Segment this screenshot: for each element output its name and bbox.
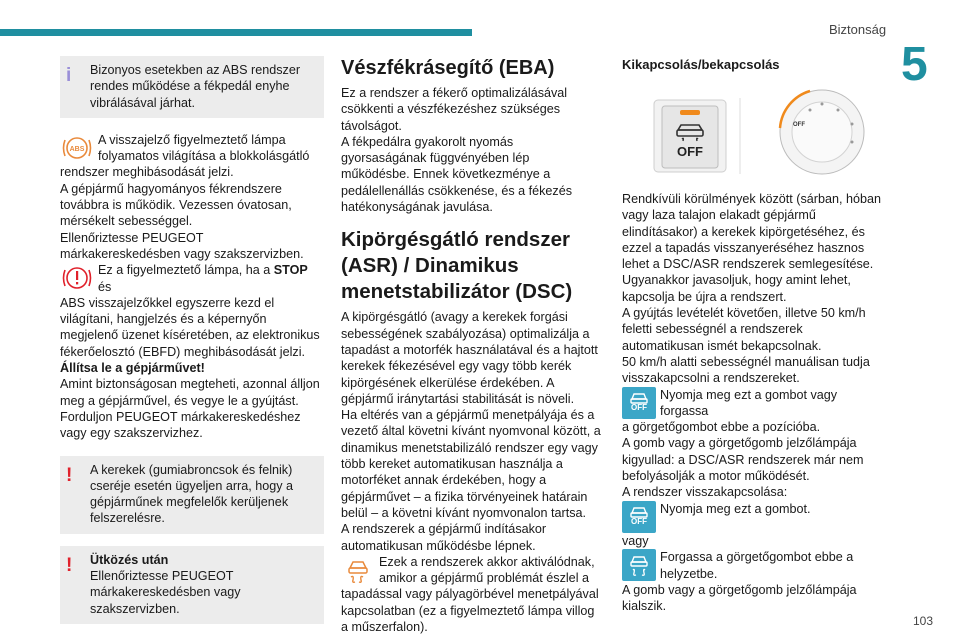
stop-bold: Állítsa le a gépjárművet! [60, 361, 205, 376]
press1-body: A gomb vagy a görgetőgomb jelzőlámpája kigyullad: a DSC/ASR rendszerek már nem befolyásolják a motor működését. A rendszer visszakapcsolása: [622, 436, 864, 500]
info-text: Bizonyos esetekben az ABS rendszer rendes működése a fékpedál enyhe vibrálásával járhat. [90, 63, 301, 110]
asr-icon-paragraph [341, 554, 601, 635]
asr-text: A kipörgésgátló (avagy a kerekek forgási sebességének szabályozása) optimalizálja a tapadást a motorfék használatával és a hajtott kerekek fékezésével egy vagy több kerék kipörgésének elkerülése érdekében. A gépjármű iránytartási stabilitását is növeli. Ha eltérés van a gépjármű menetpályája és a vezető által követni kívánt nyomvonal között, a dinamikus menetstabilizáló rendszer egy vagy több kereket automatikusan használja a motorféket annak érdekében, hogy a gépjárművet – a fizika törvényeinek határain belül – a követni kívánt nyomvonalon tartsa. A rendszerek a gépjármű indításakor automatikusan működésbe lépnek. [341, 310, 601, 553]
page-number: 103 [913, 614, 934, 628]
warning-box-wheels [60, 456, 324, 534]
abs-line-2: folyamatos világítása a blokkolásgátló [98, 149, 310, 164]
heading-off-on: Kikapcsolás/bekapcsolás [622, 57, 780, 72]
heading-eba: Vészfékrásegítő (EBA) [341, 57, 555, 79]
eba-text: Ez a rendszer a fékerő optimalizálásával csökkenti a vészfékezéshez szükséges távolságot. A fékpedálra gyakorolt nyomás gyorsaságának függvényében lép működésbe. Ennek következménye a pedálellenállás csökkenése, és a fékezés hatékonyságának javulása. [341, 86, 573, 215]
brake-warning-light-icon [60, 262, 94, 294]
press-button-paragraph [622, 387, 887, 501]
chapter-number: 5 [901, 38, 928, 91]
dsc-control-illustration [640, 88, 880, 178]
svg-text:ABS: ABS [69, 145, 85, 153]
info-icon: i [66, 65, 72, 86]
press-again-paragraph [622, 501, 887, 550]
press2-text: Nyomja meg ezt a gombot. [660, 501, 811, 516]
asr-icon-line-2: amikor a gépjármű problémát észlel a [379, 571, 589, 586]
section-title: Biztonság [829, 22, 887, 37]
header-accent-bar [0, 29, 472, 36]
turn-line-1: Forgassa a görgetőgombot ebbe a [660, 550, 854, 565]
asr-icon-line-1: Ezek a rendszerek akkor aktiválódnak, [379, 554, 595, 569]
abs-line-1: A visszajelző figyelmeztető lámpa [98, 132, 286, 147]
column-left [60, 56, 324, 624]
press1-line-2: a görgetőgombot ebbe a pozícióba. [622, 420, 821, 435]
esp-off-button-icon: OFF [622, 387, 656, 419]
turn-line-2: helyzetbe. [660, 566, 718, 581]
heading-asr-dsc: Kipörgésgátló rendszer (ASR) / Dinamikus menetstabilizátor (DSC) [341, 228, 573, 304]
column-right [622, 56, 887, 73]
skid-warning-light-icon [341, 554, 375, 586]
warning-wheels-text: A kerekek (gumiabroncsok és felnik) cseréje esetén ügyeljen arra, hogy a gépjárműnek megfelelők kerüljenek felszerelésre. [90, 462, 294, 526]
warning-box-collision [60, 546, 324, 624]
abs-body: rendszer meghibásodását jelzi. A gépjármű hagyományos fékrendszere továbbra is működik. Vezessen óvatosan, mérsékelt sebességgel. Ellenőriztesse PEUGEOT márkakereskedésben vagy szakszervizben. [60, 165, 304, 261]
press1-line-1: Nyomja meg ezt a gombot vagy forgassa [660, 387, 838, 418]
column-right-body [622, 191, 887, 614]
off-main-text: Rendkívüli körülmények között (sárban, hóban vagy laza talajon elakadt gépjármű elindításakor) a kerekek kipörgetéséhez, és ezzel a tapadás visszanyeréséhez hasznos lehet a DSC/ASR rendszerek semlegesítése. Ugyanakkor javasoljuk, hogy amint lehet, kapcsolja be újra a rendszert. A gyújtás levételét követően, illetve 50 km/h feletti sebességnél a rendszerek automatikusan ismét bekapcsolnak. 50 km/h alatti sebességnél manuálisan tudja visszakapcsolni a rendszereket. [622, 192, 882, 386]
warning-collision-title: Ütközés után [90, 552, 169, 567]
svg-text:OFF: OFF [793, 122, 805, 128]
turn-body: A gomb vagy a görgetőgomb jelzőlámpája kialszik. [622, 582, 857, 614]
esp-on-knob-icon [622, 549, 656, 581]
info-box [60, 56, 324, 118]
stop-line-1: Ez a figyelmeztető lámpa, ha a STOP és [98, 263, 308, 294]
turn-knob-paragraph [622, 549, 887, 614]
stop-end: Amint biztonságosan megteheti, azonnal álljon meg a gépjárművel, és vegye le a gyújtást. Forduljon PEUGEOT márkakereskedéshez vagy egy szakszervizhez. [60, 377, 320, 441]
exclamation-icon: ! [66, 464, 73, 486]
asr-icon-body: tapadással vagy pályagörbével menetpályával kapcsolatban (ez a figyelmeztető lámpa villog a műszerfalon). [341, 587, 599, 635]
or-text: vagy [622, 533, 649, 548]
stop-line-2: ABS visszajelzőkkel egyszerre kezd el [60, 295, 275, 310]
abs-paragraph [60, 132, 324, 262]
abs-warning-light-icon [60, 132, 94, 164]
warning-collision-text: Ellenőriztesse PEUGEOT márkakereskedésben vagy szakszervizben. [90, 569, 241, 616]
esp-off-button-icon: OFF [622, 501, 656, 533]
exclamation-icon: ! [66, 554, 73, 576]
stop-paragraph [60, 262, 324, 441]
column-middle [341, 56, 601, 635]
stop-body: világítani, hangjelzés és a képernyőn megjelenő üzenet kíséretében, az elektronikus fékerőelosztó (EBFD) meghibásodását jelzi. [60, 312, 320, 359]
led-indicator [680, 110, 700, 115]
svg-text:OFF: OFF [677, 144, 703, 159]
